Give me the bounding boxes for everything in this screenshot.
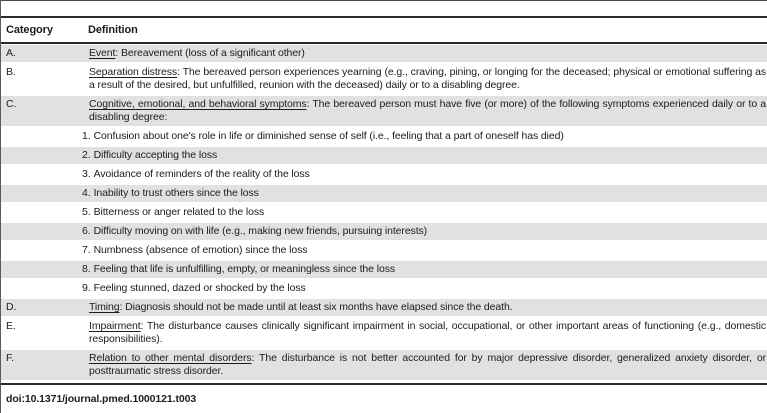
criterion-text: : The bereaved person must have five (or more) of the following symptoms experienced daily or to a disabling degree: <box>89 98 766 123</box>
category-cell <box>1 223 81 227</box>
table-row-symptom-3 <box>1 166 767 183</box>
definition-cell <box>81 318 767 348</box>
item-number: 2. <box>82 149 91 161</box>
criterion-text: : Diagnosis should not be made until at least six months have elapsed since the death. <box>119 301 513 313</box>
definition-cell <box>81 147 767 164</box>
item-number: 1. <box>82 130 91 142</box>
table-row-symptom-5 <box>1 204 767 221</box>
criterion-term: Timing <box>89 301 120 313</box>
definition-cell <box>81 166 767 183</box>
definition-cell <box>81 64 767 94</box>
item-number: 7. <box>82 244 91 256</box>
definition-cell <box>81 223 767 240</box>
item-number: 9. <box>82 282 91 294</box>
table-row-e <box>1 318 767 348</box>
item-text: Bitterness or anger related to the loss <box>93 206 265 218</box>
category-cell: E. <box>6 320 16 332</box>
category-cell <box>1 280 81 284</box>
table-row-b <box>1 64 767 94</box>
criterion-text: : The disturbance is not better accounted for by major depressive disorder, generalized anxiety disorder, or posttraumatic stress disorder. <box>89 352 766 377</box>
item-number: 3. <box>82 168 91 180</box>
table-row-c <box>1 96 767 126</box>
definition-cell <box>81 261 767 278</box>
header-gap <box>1 1 767 16</box>
category-cell <box>1 261 81 265</box>
category-cell <box>1 128 81 132</box>
column-header-category: Category <box>6 24 53 36</box>
category-cell <box>1 242 81 246</box>
item-number: 5. <box>82 206 91 218</box>
criterion-text: : The bereaved person experiences yearning (e.g., craving, pining, or longing for the deceased; physical or emotional suffering as a result of the desired, but unfulfilled, reunion with the deceased) daily or to a disabling degree. <box>89 66 766 91</box>
doi-caption: doi:10.1371/journal.pmed.1000121.t003 <box>6 393 197 405</box>
criterion-term: Impairment <box>89 320 141 332</box>
category-cell <box>1 147 81 151</box>
definition-cell <box>81 45 767 62</box>
item-text: Feeling stunned, dazed or shocked by the loss <box>93 282 306 294</box>
category-cell: A. <box>6 47 16 59</box>
table-row-a <box>1 45 767 62</box>
criterion-term: Event <box>89 47 116 59</box>
category-cell: D. <box>6 301 17 313</box>
table-row-symptom-9 <box>1 280 767 297</box>
item-text: Numbness (absence of emotion) since the loss <box>93 244 308 256</box>
item-text: Inability to trust others since the loss <box>93 187 259 199</box>
definition-cell <box>81 96 767 126</box>
table-header-row <box>1 18 767 42</box>
definition-cell <box>81 128 767 145</box>
table-body <box>1 44 767 380</box>
definition-cell <box>81 204 767 221</box>
category-cell <box>1 204 81 208</box>
item-text: Avoidance of reminders of the reality of the loss <box>93 168 310 180</box>
criterion-term: Separation distress <box>89 66 178 78</box>
criterion-term: Relation to other mental disorders <box>89 352 252 364</box>
criterion-text: : Bereavement (loss of a significant other) <box>115 47 305 59</box>
item-number: 4. <box>82 187 91 199</box>
item-number: 8. <box>82 263 91 275</box>
category-cell: C. <box>6 98 17 110</box>
table-row-symptom-2 <box>1 147 767 164</box>
definition-cell <box>81 350 767 380</box>
definition-cell <box>81 242 767 259</box>
item-text: Difficulty moving on with life (e.g., making new friends, pursuing interests) <box>93 225 428 237</box>
item-number: 6. <box>82 225 91 237</box>
definition-cell <box>81 299 767 316</box>
column-header-definition: Definition <box>88 24 138 36</box>
category-cell: F. <box>6 352 14 364</box>
table-row-symptom-4 <box>1 185 767 202</box>
criterion-term: Cognitive, emotional, and behavioral symptoms <box>89 98 307 110</box>
category-cell <box>1 185 81 189</box>
definition-cell <box>81 185 767 202</box>
item-text: Feeling that life is unfulfilling, empty, or meaningless since the loss <box>93 263 396 275</box>
table-row-symptom-8 <box>1 261 767 278</box>
definition-cell <box>81 280 767 297</box>
item-text: Difficulty accepting the loss <box>93 149 218 161</box>
item-text: Confusion about one's role in life or diminished sense of self (i.e., feeling that a part of oneself has died) <box>93 130 564 142</box>
table-row-symptom-7 <box>1 242 767 259</box>
table-row-symptom-6 <box>1 223 767 240</box>
table-row-f <box>1 350 767 380</box>
table-row-d <box>1 299 767 316</box>
table-row-symptom-1 <box>1 128 767 145</box>
criterion-text: : The disturbance causes clinically significant impairment in social, occupational, or other important areas of functioning (e.g., domestic responsibilities). <box>89 320 766 345</box>
category-cell: B. <box>6 66 16 78</box>
category-cell <box>1 166 81 170</box>
